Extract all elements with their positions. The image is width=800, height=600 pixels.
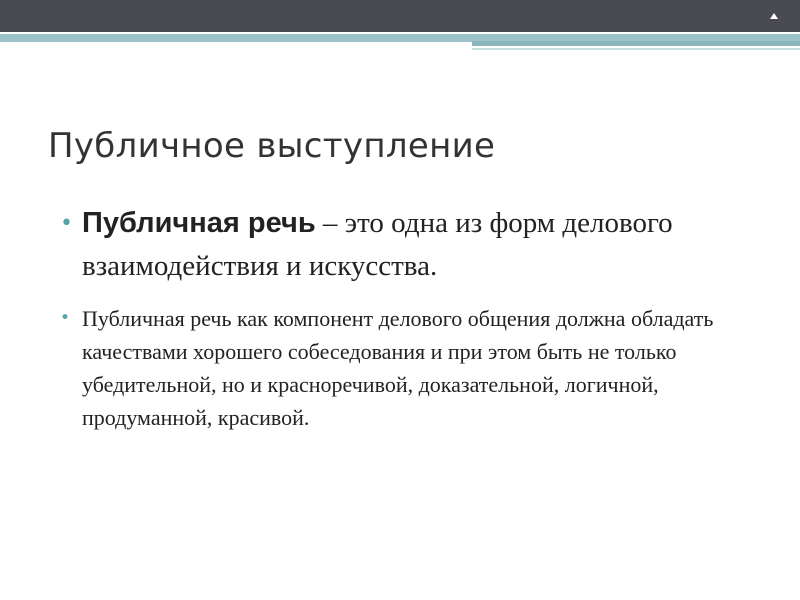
slide-title: Публичное выступление — [48, 126, 496, 166]
accent-stripe-thin — [472, 48, 800, 50]
header-bar — [0, 0, 800, 32]
corner-arrow-icon — [770, 13, 778, 19]
bullet-list — [60, 202, 760, 434]
bullet-item — [60, 202, 760, 288]
accent-stripe-notch — [472, 41, 800, 46]
bullet-term: Публичная речь — [82, 207, 316, 239]
bullet-item — [60, 302, 760, 434]
bullet-dot-icon: • — [60, 211, 73, 236]
bullet-dot-icon: • — [60, 308, 71, 328]
bullet-text: Публичная речь как компонент делового общения должна обладать качествами хорошего собеседования и при этом быть не только убедительной, но и красноречивой, доказательной, логичной, продуманной, красивой. — [82, 306, 714, 430]
bullet-text: – это одна из форм делового взаимодействия и искусства. — [82, 207, 673, 282]
